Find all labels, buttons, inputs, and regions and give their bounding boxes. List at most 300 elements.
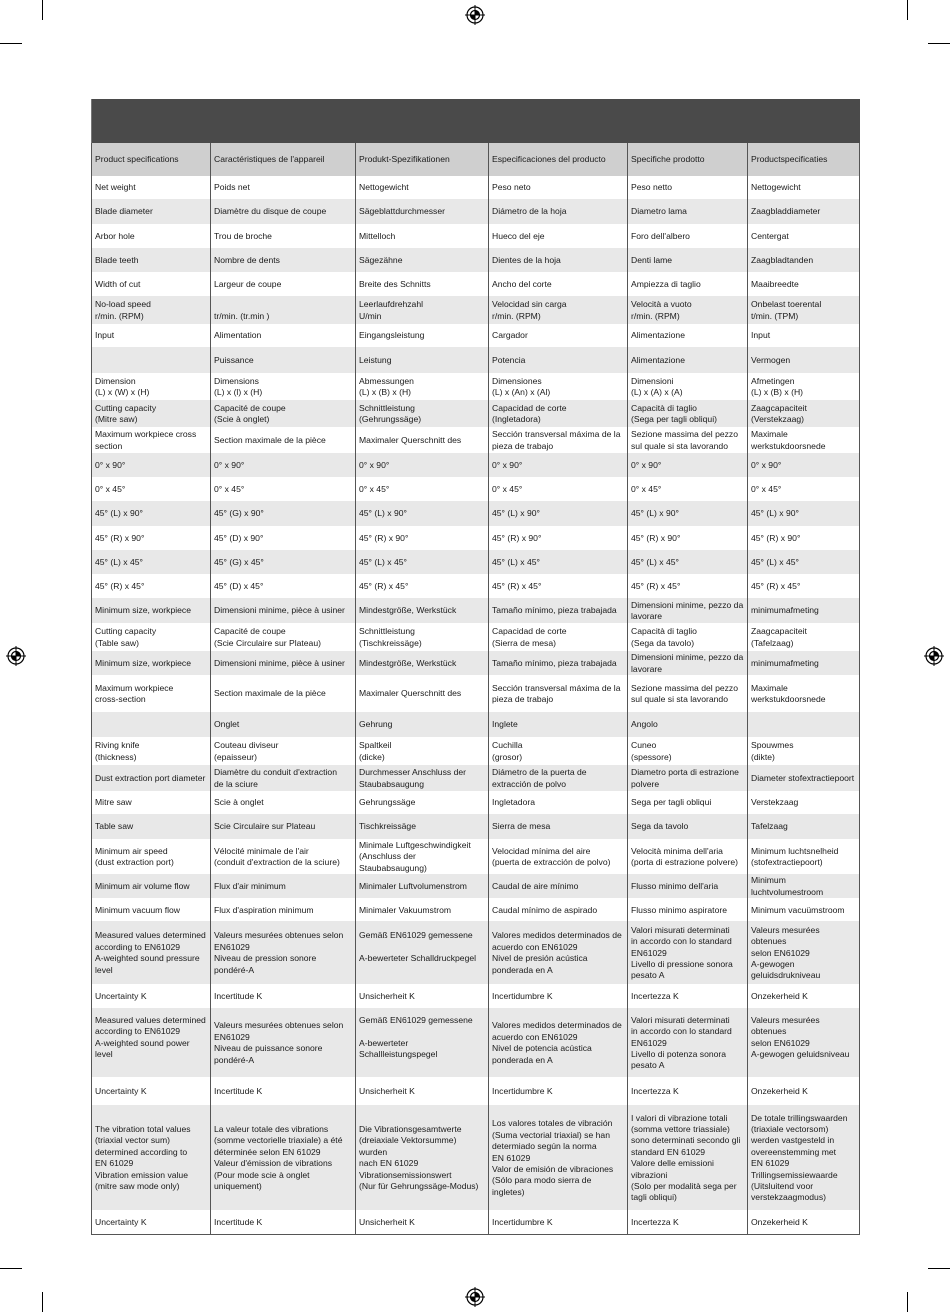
cell-line: Mittelloch — [359, 230, 396, 241]
cell-line: Valores medidos determinados de — [492, 930, 622, 941]
spec-cell-es — [489, 1105, 628, 1210]
language-cell-en: Product specifications — [92, 143, 211, 176]
spec-cell-en — [92, 814, 211, 839]
cell-line: Velocidad mínima del aire — [492, 845, 591, 856]
cell-line: Alimentazione — [631, 330, 685, 341]
cell-line: Incertidumbre K — [492, 1217, 553, 1228]
cell-line: (Verstekzaag) — [751, 414, 805, 424]
cell-line — [214, 299, 352, 310]
spec-cell-en — [92, 898, 211, 921]
spec-cell-fr — [211, 453, 356, 477]
cell-line: tagli obliqui) — [631, 1192, 677, 1203]
cell-line: level — [95, 964, 113, 975]
cell-line: Onzekerheid K — [751, 1086, 808, 1097]
cell-line: (L) x (B) x (H) — [359, 387, 412, 397]
spec-cell-fr — [211, 347, 356, 373]
cell-line: 45° (L) x 45° — [492, 556, 540, 567]
spec-cell-de — [356, 814, 489, 839]
cell-line: Blade teeth — [95, 254, 139, 265]
spec-cell-nl — [748, 224, 860, 248]
cell-line: (L) x (A) x (A) — [631, 387, 683, 397]
cell-line: geluidsdrukniveau — [751, 970, 821, 981]
cell-line: cross-section — [95, 694, 146, 704]
spec-cell-es — [489, 224, 628, 248]
cell-line: (somme vectorielle triaxiale) a été — [214, 1135, 343, 1146]
cell-line: Capacité de coupe — [214, 402, 286, 413]
cell-line: Input — [95, 330, 115, 341]
spec-cell-en — [92, 839, 211, 874]
cell-line: 45° (R) x 90° — [751, 532, 801, 543]
cell-line: déterminée selon EN 61029 — [214, 1146, 321, 1157]
spec-cell-nl — [748, 296, 860, 324]
cell-line: (Anschluss der Staubabsaugung) — [359, 851, 427, 873]
cell-line: determiado según la norma — [492, 1141, 597, 1152]
spec-cell-de — [356, 427, 489, 453]
cell-line: Niveau de pression sonore — [214, 953, 317, 964]
spec-cell-nl — [748, 1077, 860, 1105]
spec-cell-de — [356, 324, 489, 347]
cell-line: Sega per tagli obliqui — [631, 797, 712, 808]
cell-line: r/min. (RPM) — [631, 310, 680, 321]
cell-line: Die Vibrationsgesamtwerte — [359, 1124, 462, 1134]
spec-cell-es — [489, 737, 628, 765]
cell-line: Flux d'air minimum — [214, 881, 286, 892]
header-cell — [356, 99, 489, 143]
cell-line: Valeurs mesurées obtenues — [751, 924, 820, 947]
cell-line: 45° (R) x 45° — [492, 580, 542, 591]
cell-line: A-gewogen geluidsniveau — [751, 1048, 850, 1059]
language-cell-de: Produkt-Spezifikationen — [356, 143, 489, 176]
spec-cell-es — [489, 272, 628, 296]
cell-line: Afmetingen — [751, 375, 795, 386]
cell-line: 0° x 90° — [631, 459, 662, 470]
spec-cell-es — [489, 501, 628, 526]
cell-line: Valore delle emissioni — [631, 1158, 714, 1169]
spec-cell-es — [489, 1210, 628, 1235]
cell-line: luchtvolumestroom — [751, 886, 824, 897]
cell-line: (Scie à onglet) — [214, 414, 270, 424]
cell-line: Largeur de coupe — [214, 278, 282, 289]
spec-cell-es — [489, 623, 628, 651]
crop-mark — [928, 43, 950, 44]
cell-line: Minimum size, workpiece — [95, 605, 191, 616]
spec-cell-nl — [748, 574, 860, 598]
spec-cell-fr — [211, 984, 356, 1008]
table-row — [92, 199, 860, 224]
cell-line: werkstukdoorsnede — [751, 694, 826, 704]
cell-line: La valeur totale des vibrations — [214, 1124, 329, 1134]
cell-line: (Solo per modalità sega per — [631, 1181, 737, 1192]
spec-cell-en — [92, 199, 211, 224]
table-row — [92, 272, 860, 296]
spec-cell-en — [92, 984, 211, 1008]
spec-cell-fr — [211, 574, 356, 598]
cell-line: Valeurs mesurées obtenues — [751, 1014, 820, 1037]
spec-cell-en — [92, 427, 211, 453]
spec-cell-es — [489, 898, 628, 921]
spec-cell-es — [489, 550, 628, 574]
spec-cell-en — [92, 712, 211, 737]
language-cell-fr: Caractéristiques de l'appareil — [211, 143, 356, 176]
cell-line: Vibrationsemissionswert — [359, 1169, 452, 1180]
cell-line: (L) x (An) x (Al) — [492, 387, 551, 397]
table-row — [92, 324, 860, 347]
table-row — [92, 921, 860, 984]
cell-line: Measured values determined — [95, 930, 206, 941]
cell-line: Caudal de aire mínimo — [492, 881, 579, 892]
cell-line: Angolo — [631, 719, 658, 730]
cell-line: Diámetro de la puerta de — [492, 767, 587, 778]
spec-cell-it — [628, 176, 748, 199]
spec-cell-fr — [211, 224, 356, 248]
spec-cell-de — [356, 526, 489, 550]
cell-line: (dust extraction port) — [95, 857, 174, 868]
cell-line: Dimensions — [214, 375, 259, 386]
cell-line: EN61029 — [214, 1031, 250, 1042]
spec-cell-de — [356, 1105, 489, 1210]
cell-line: (Gehrungssäge) — [359, 414, 422, 424]
table-row — [92, 550, 860, 574]
spec-cell-de — [356, 675, 489, 712]
cell-line: tr/min. (tr.min ) — [214, 310, 270, 321]
spec-cell-fr — [211, 324, 356, 347]
spec-cell-it — [628, 501, 748, 526]
spec-cell-nl — [748, 814, 860, 839]
spec-cell-fr — [211, 272, 356, 296]
cell-line: ponderada en A — [492, 964, 553, 975]
cell-line: in accordo con lo standard — [631, 1026, 732, 1037]
cell-line: 0° x 45° — [95, 483, 126, 494]
cell-line: uniquement) — [214, 1181, 262, 1192]
cell-line: 45° (L) x 90° — [751, 508, 799, 519]
cell-line: Capacità di taglio — [631, 402, 697, 413]
spec-cell-en — [92, 224, 211, 248]
spec-cell-fr — [211, 296, 356, 324]
cell-line: Incertitude K — [214, 1086, 263, 1097]
spec-cell-it — [628, 1077, 748, 1105]
spec-cell-en — [92, 373, 211, 400]
spec-cell-it — [628, 272, 748, 296]
spec-cell-es — [489, 651, 628, 675]
cell-line: Valori misurati determinati — [631, 1014, 730, 1025]
cell-line: Denti lame — [631, 254, 673, 265]
cell-line: EN 61029 — [492, 1152, 531, 1163]
cell-line: Sección transversal máxima de la pieza de trabajo — [492, 429, 621, 451]
spec-cell-de — [356, 921, 489, 984]
cell-line: according to EN61029 — [95, 941, 181, 952]
cell-line: Maximale — [751, 682, 788, 693]
cell-line: Diametro porta di estrazione — [631, 767, 739, 778]
cell-line: Scie Circulaire sur Plateau — [214, 821, 316, 832]
cell-line: (Sega per tagli obliqui) — [631, 414, 717, 424]
crop-mark — [928, 1268, 950, 1269]
crop-mark — [907, 1292, 908, 1312]
spec-cell-fr — [211, 477, 356, 501]
cell-line: 45° (D) x 45° — [214, 580, 264, 591]
cell-line: Foro dell'albero — [631, 230, 690, 241]
spec-cell-nl — [748, 526, 860, 550]
cell-line: (somma vettore triassiale) — [631, 1124, 730, 1134]
cell-line: r/min. (RPM) — [492, 310, 541, 321]
cell-line: Blade diameter — [95, 206, 153, 217]
cell-line: Tafelzaag — [751, 821, 788, 832]
cell-line: in accordo con lo standard — [631, 936, 732, 947]
spec-cell-fr — [211, 874, 356, 898]
spec-cell-it — [628, 347, 748, 373]
cell-line: Staubabsaugung — [359, 778, 424, 789]
cell-line: Leerlaufdrehzahl — [359, 299, 424, 310]
cell-line: (Pour mode scie à onglet — [214, 1169, 310, 1180]
language-cell-it: Specifiche prodotto — [628, 143, 748, 176]
cell-line: Spouwmes — [751, 740, 794, 751]
cell-line: Dimension — [95, 375, 136, 386]
spec-cell-de — [356, 791, 489, 814]
cell-line: Maximaler Querschnitt des — [359, 434, 462, 445]
cell-line — [95, 355, 207, 366]
spec-cell-nl — [748, 712, 860, 737]
cell-line: Minimum air volume flow — [95, 881, 190, 892]
table-row — [92, 623, 860, 651]
cell-line: (Uitsluitend voor — [751, 1181, 814, 1192]
crop-mark — [0, 1268, 22, 1269]
cell-line: A-weighted sound pressure — [95, 953, 200, 964]
spec-cell-nl — [748, 248, 860, 272]
spec-cell-es — [489, 574, 628, 598]
spec-cell-fr — [211, 814, 356, 839]
cell-line: (L) x (l) x (H) — [214, 387, 263, 397]
cell-line — [95, 719, 207, 730]
cell-line: (Tafelzaag) — [751, 637, 794, 648]
crop-mark — [42, 1292, 43, 1312]
cell-line: Cutting capacity — [95, 626, 157, 637]
table-row — [92, 651, 860, 675]
table-row — [92, 712, 860, 737]
spec-cell-de — [356, 874, 489, 898]
cell-line: (L) x (B) x (H) — [751, 387, 804, 397]
cell-line: Eingangsleistung — [359, 330, 425, 341]
table-row — [92, 224, 860, 248]
cell-line: Minimaler Vakuumstrom — [359, 904, 452, 915]
cell-line: (thickness) — [95, 751, 137, 762]
spec-cell-es — [489, 296, 628, 324]
table-row — [92, 737, 860, 765]
cell-line: Potencia — [492, 354, 526, 365]
spec-cell-fr — [211, 248, 356, 272]
spec-cell-nl — [748, 324, 860, 347]
cell-line: Uncertainty K — [95, 991, 147, 1002]
cell-line: ponderada en A — [492, 1054, 553, 1065]
cell-line: Incertezza K — [631, 1217, 679, 1228]
spec-cell-it — [628, 526, 748, 550]
cell-line: Unsicherheit K — [359, 991, 415, 1002]
cell-line: Scie à onglet — [214, 797, 264, 808]
cell-line: werden vastgesteld in — [751, 1135, 835, 1146]
spec-cell-fr — [211, 791, 356, 814]
cell-line: Minimum vacuümstroom — [751, 904, 845, 915]
cell-line: according to EN61029 — [95, 1026, 181, 1037]
spec-cell-nl — [748, 623, 860, 651]
spec-cell-de — [356, 1077, 489, 1105]
spec-cell-fr — [211, 501, 356, 526]
table-dark-header-row — [92, 99, 860, 143]
spec-cell-de — [356, 598, 489, 623]
cell-line: 45° (G) x 90° — [214, 508, 264, 519]
cell-line: Incertitude K — [214, 1217, 263, 1228]
cell-line: (Scie Circulaire sur Plateau) — [214, 637, 321, 648]
spec-cell-de — [356, 839, 489, 874]
spec-cell-en — [92, 1105, 211, 1210]
spec-cell-es — [489, 984, 628, 1008]
spec-cell-fr — [211, 839, 356, 874]
spec-cell-en — [92, 921, 211, 984]
cell-line: Capacidad de corte — [492, 402, 567, 413]
cell-line: Minimum size, workpiece — [95, 657, 191, 668]
table-row — [92, 453, 860, 477]
cell-line: vibrazioni — [631, 1169, 668, 1180]
table-row — [92, 1008, 860, 1077]
spec-cell-de — [356, 1008, 489, 1077]
spec-cell-fr — [211, 1008, 356, 1077]
cell-line: (triaxiale vectorsom) — [751, 1124, 829, 1134]
cell-line: 45° (L) x 90° — [492, 508, 540, 519]
spec-cell-en — [92, 347, 211, 373]
spec-cell-en — [92, 400, 211, 427]
spec-cell-es — [489, 477, 628, 501]
cell-line: Vélocité minimale de l'air — [214, 845, 309, 856]
cell-line: Couteau diviseur — [214, 740, 279, 751]
cell-line: Ancho del corte — [492, 278, 552, 289]
spec-cell-it — [628, 712, 748, 737]
cell-line: Niveau de puissance sonore — [214, 1043, 323, 1054]
cell-line: acuerdo con EN61029 — [492, 941, 578, 952]
spec-cell-nl — [748, 765, 860, 791]
cell-line: Measured values determined — [95, 1014, 206, 1025]
spec-cell-es — [489, 1077, 628, 1105]
spec-cell-de — [356, 550, 489, 574]
spec-cell-it — [628, 984, 748, 1008]
cell-line: Nivel de presión acústica — [492, 953, 588, 964]
header-cell — [748, 99, 860, 143]
cell-line: (dreiaxiale Vektorsumme) wurden — [359, 1135, 457, 1157]
spec-cell-fr — [211, 550, 356, 574]
spec-cell-es — [489, 791, 628, 814]
spec-cell-nl — [748, 598, 860, 623]
spec-cell-it — [628, 324, 748, 347]
spec-cell-en — [92, 453, 211, 477]
cell-line: A-bewerteter Schalldruckpegel — [359, 953, 477, 964]
spec-cell-nl — [748, 675, 860, 712]
cell-line: Onzekerheid K — [751, 1217, 808, 1228]
cell-line: Dimensioni — [631, 375, 674, 386]
cell-line: Ingletadora — [492, 797, 536, 808]
cell-line: Zaagcapaciteit — [751, 626, 807, 637]
cell-line: Sägezähne — [359, 254, 403, 265]
cell-line: 45° (L) x 90° — [95, 508, 143, 519]
spec-cell-it — [628, 224, 748, 248]
cell-line: Trou de broche — [214, 230, 272, 241]
cell-line: selon EN61029 — [751, 947, 810, 958]
spec-cell-it — [628, 400, 748, 427]
cell-line: Diámetro de la hoja — [492, 206, 567, 217]
spec-cell-it — [628, 675, 748, 712]
spec-cell-it — [628, 199, 748, 224]
cell-line: Dust extraction port diameter — [95, 772, 206, 783]
cell-line: I valori di vibrazione totali — [631, 1112, 728, 1123]
cell-line: (Ingletadora) — [492, 414, 541, 424]
spec-cell-en — [92, 874, 211, 898]
spec-cell-en — [92, 477, 211, 501]
cell-line: 45° (R) x 90° — [492, 532, 542, 543]
cell-line: Flux d'aspiration minimum — [214, 904, 314, 915]
specifications-table — [91, 99, 860, 1235]
cell-line: (Sólo para modo sierra de ingletes) — [492, 1175, 592, 1197]
cell-line: Incertidumbre K — [492, 1086, 553, 1097]
cell-line: Minimum vacuum flow — [95, 904, 181, 915]
table-row — [92, 1210, 860, 1235]
cell-line: (dikte) — [751, 751, 775, 762]
cell-line: Durchmesser Anschluss der — [359, 767, 466, 778]
table-row — [92, 874, 860, 898]
cell-line: A-gewogen — [751, 958, 795, 969]
spec-cell-en — [92, 623, 211, 651]
cell-line: Centergat — [751, 230, 789, 241]
spec-cell-nl — [748, 272, 860, 296]
cell-line: Dimensioni minime, pièce à usiner — [214, 605, 345, 616]
spec-cell-en — [92, 526, 211, 550]
cell-line: Valori misurati determinati — [631, 924, 730, 935]
cell-line: (Sierra de mesa) — [492, 637, 556, 648]
spec-cell-es — [489, 453, 628, 477]
spec-cell-de — [356, 453, 489, 477]
cell-line: 45° (L) x 45° — [359, 556, 407, 567]
cell-line: (puerta de extracción de polvo) — [492, 857, 611, 868]
table-row — [92, 984, 860, 1008]
spec-cell-fr — [211, 526, 356, 550]
cell-line — [95, 1060, 207, 1071]
cell-line: 45° (R) x 45° — [359, 580, 409, 591]
crop-mark — [42, 0, 43, 20]
cell-line: Riving knife — [95, 740, 140, 751]
cell-line: Sezione massima del pezzo sul quale si sta lavorando — [631, 682, 738, 704]
cell-line: (Mitre saw) — [95, 414, 138, 424]
cell-line: (Table saw) — [95, 637, 139, 648]
spec-cell-nl — [748, 874, 860, 898]
cell-line: 45° (R) x 45° — [751, 580, 801, 591]
cell-line: Velocità a vuoto — [631, 299, 692, 310]
table-row — [92, 1105, 860, 1210]
cell-line: Dimensioni minime, pezzo da lavorare — [631, 652, 744, 674]
spec-cell-fr — [211, 712, 356, 737]
spec-cell-en — [92, 1008, 211, 1077]
cell-line: pesato A — [631, 970, 665, 981]
cell-line: EN 61029 — [95, 1158, 134, 1169]
cell-line: No-load speed — [95, 299, 151, 310]
table-row — [92, 347, 860, 373]
cell-line: Mindestgröße, Werkstück — [359, 657, 457, 668]
spec-cell-fr — [211, 427, 356, 453]
table-row — [92, 791, 860, 814]
cell-line: 0° x 90° — [359, 459, 390, 470]
table-row — [92, 296, 860, 324]
cell-line: pesato A — [631, 1060, 665, 1071]
cell-line: Width of cut — [95, 278, 141, 289]
spec-cell-de — [356, 623, 489, 651]
cell-line: sono determinati secondo gli — [631, 1135, 741, 1146]
spec-cell-de — [356, 712, 489, 737]
cell-line: 0° x 90° — [492, 459, 523, 470]
cell-line: 45° (R) x 90° — [359, 532, 409, 543]
spec-cell-nl — [748, 176, 860, 199]
